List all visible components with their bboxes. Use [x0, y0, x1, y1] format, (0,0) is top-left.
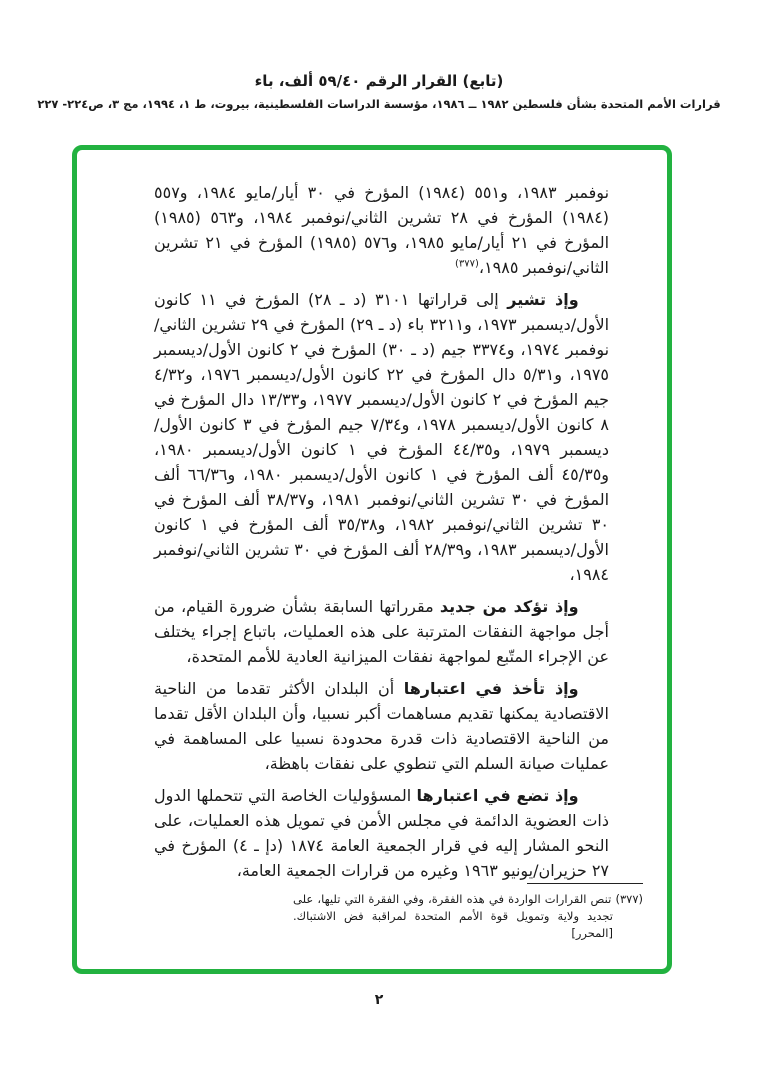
- paragraph: وإذ تؤكد من جديد مقرراتها السابقة بشأن ضرورة القيام، من أجل مواجهة النفقات المترتبة على هذه العمليات، باتباع إجراء يختلف عن الإجراء المتّبع لمواجهة نفقات الميزانية العادية للأمم المتحدة،: [154, 597, 609, 666]
- footnote-reference: (٣٧٧): [454, 258, 479, 270]
- source-citation-line: قرارات الأمم المتحدة بشأن فلسطين ١٩٨٢ ــ ١٩٨٦، مؤسسة الدراسات الفلسطينية، بيروت، ط ١، ١٩٩٤، مج ٣، ص٢٢٤- ٢٢٧: [37, 97, 721, 111]
- page-header: [0, 72, 758, 111]
- paragraph: وإذ تأخذ في اعتبارها أن البلدان الأكثر تقدما من الناحية الاقتصادية يمكنها تقديم مساهمات أكبر نسبيا، وأن البلدان الأقل تقدما من الناحية الاقتصادية ذات قدرة محدودة نسبيا على المساهمة في عمليات صيانة السلم التي تنطوي على نفقات باهظة،: [154, 679, 609, 773]
- document-border-frame: [72, 145, 672, 974]
- paragraph: وإذ تشير إلى قراراتها ٣١٠١ (د ـ ٢٨) المؤرخ في ١١ كانون الأول/ديسمبر ١٩٧٣، و٣٢١١ باء (د ـ ٢٩) المؤرخ في ٢٩ تشرين الثاني/نوفمبر ١٩٧٤، و٣٣٧٤ جيم (د ـ ٣٠) المؤرخ في ٢ كانون الأول/ديسمبر ١٩٧٥، و٥/٣١ دال المؤرخ في ٢٢ كانون الأول/ديسمبر ١٩٧٦، و٤/٣٢ جيم المؤرخ في ٢ كانون الأول/ديسمبر ١٩٧٧، و١٣/٣٣ دال المؤرخ في ٨ كانون الأول/ديسمبر ١٩٧٨، و٧/٣٤ جيم المؤرخ في ٣ كانون الأول/ديسمبر ١٩٧٩، و٤٤/٣٥ المؤرخ في ١ كانون الأول/ديسمبر ١٩٨٠، و٤٥/٣٥ ألف المؤرخ في ١ كانون الأول/ديسمبر ١٩٨٠، و٦٦/٣٦ ألف المؤرخ في ٣٠ تشرين الثاني/نوفمبر ١٩٨١، و٣٨/٣٧ ألف المؤرخ في ٣٠ تشرين الثاني/نوفمبر ١٩٨٢، و٣٥/٣٨ ألف المؤرخ في ١ كانون الأول/ديسمبر ١٩٨٣، و٢٨/٣٩ ألف المؤرخ في ٣٠ تشرين الثاني/نوفمبر ١٩٨٤،: [154, 290, 610, 584]
- footnote-marker: (٣٧٧): [615, 892, 643, 906]
- footnote-text: [293, 891, 643, 942]
- paragraph: وإذ تضع في اعتبارها المسؤوليات الخاصة التي تتحملها الدول ذات العضوية الدائمة في مجلس الأمن في تمويل هذه العمليات، على النحو المشار إليه في قرار الجمعية العامة ١٨٧٤ (دإ ـ ٤) المؤرخ في ٢٧ حزيران/يونيو ١٩٦٣ وغيره من قرارات الجمعية العامة،: [154, 786, 609, 880]
- paragraph-lead: وإذ تؤكد من جديد: [439, 597, 579, 616]
- paragraph: نوفمبر ١٩٨٣، و٥٥١ (١٩٨٤) المؤرخ في ٣٠ أيار/مايو ١٩٨٤، و٥٥٧ (١٩٨٤) المؤرخ في ٢٨ تشرين الثاني/نوفمبر ١٩٨٤، و٥٦٣ (١٩٨٥) المؤرخ في ٢١ أيار/مايو ١٩٨٥، و٥٧٦ (١٩٨٥) المؤرخ في ٢١ تشرين الثاني/نوفمبر ١٩٨٥،$^{(٣٧٧)}$: [154, 183, 610, 277]
- footnote-separator: [527, 883, 643, 884]
- page-number: ٢: [374, 992, 384, 1008]
- paragraph-lead: وإذ تشير: [507, 290, 579, 309]
- paragraph-lead: وإذ تأخذ في اعتبارها: [403, 679, 579, 698]
- document-title: (تابع) القرار الرقم ٥٩/٤٠ ألف، باء: [254, 72, 504, 90]
- paragraph-lead: وإذ تضع في اعتبارها: [416, 786, 579, 805]
- footnote-body: تنص القرارات الواردة في هذه الفقرة، وفي الفقرة التي تليها، على تجديد ولاية وتمويل قوة الأمم المتحدة لمراقبة فض الاشتباك. [المحرر]: [293, 892, 616, 940]
- body-text: [154, 180, 609, 890]
- footnote-block: [293, 883, 643, 942]
